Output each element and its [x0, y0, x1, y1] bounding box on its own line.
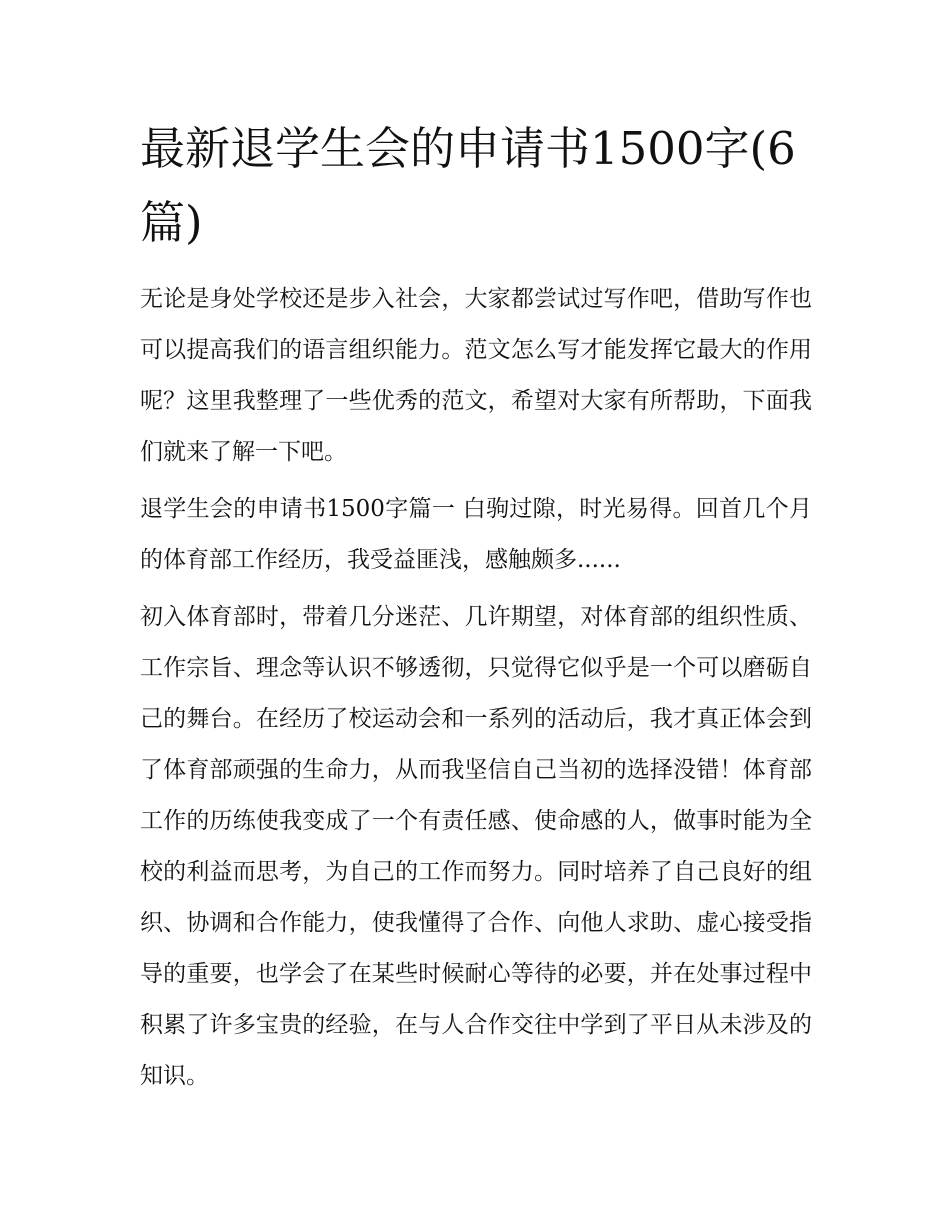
document-page: [140, 112, 812, 1108]
intro-paragraph: 无论是身处学校还是步入社会，大家都尝试过写作吧，借助写作也可以提高我们的语言组织能力。范文怎么写才能发挥它最大的作用呢？这里我整理了一些优秀的范文，希望对大家有所帮助，下面我们就来了解一下吧。: [140, 286, 812, 465]
section-heading-paragraph: 退学生会的申请书1500字篇一 白驹过隙，时光易得。回首几个月的体育部工作经历，我受益匪浅，感触颇多......: [140, 496, 812, 573]
body-paragraph: 初入体育部时，带着几分迷茫、几许期望，对体育部的组织性质、工作宗旨、理念等认识不够透彻，只觉得它似乎是一个可以磨砺自己的舞台。在经历了校运动会和一系列的活动后，我才真正体会到了体育部顽强的生命力，从而我坚信自己当初的选择没错！体育部工作的历练使我变成了一个有责任感、使命感的人，做事时能为全校的利益而思考，为自己的工作而努力。同时培养了自己良好的组织、协调和合作能力，使我懂得了合作、向他人求助、虚心接受指导的重要，也学会了在某些时候耐心等待的必要，并在处事过程中积累了许多宝贵的经验，在与人合作交往中学到了平日从未涉及的知识。: [140, 604, 812, 1089]
document-title: 最新退学生会的申请书1500字(6篇): [140, 122, 796, 249]
